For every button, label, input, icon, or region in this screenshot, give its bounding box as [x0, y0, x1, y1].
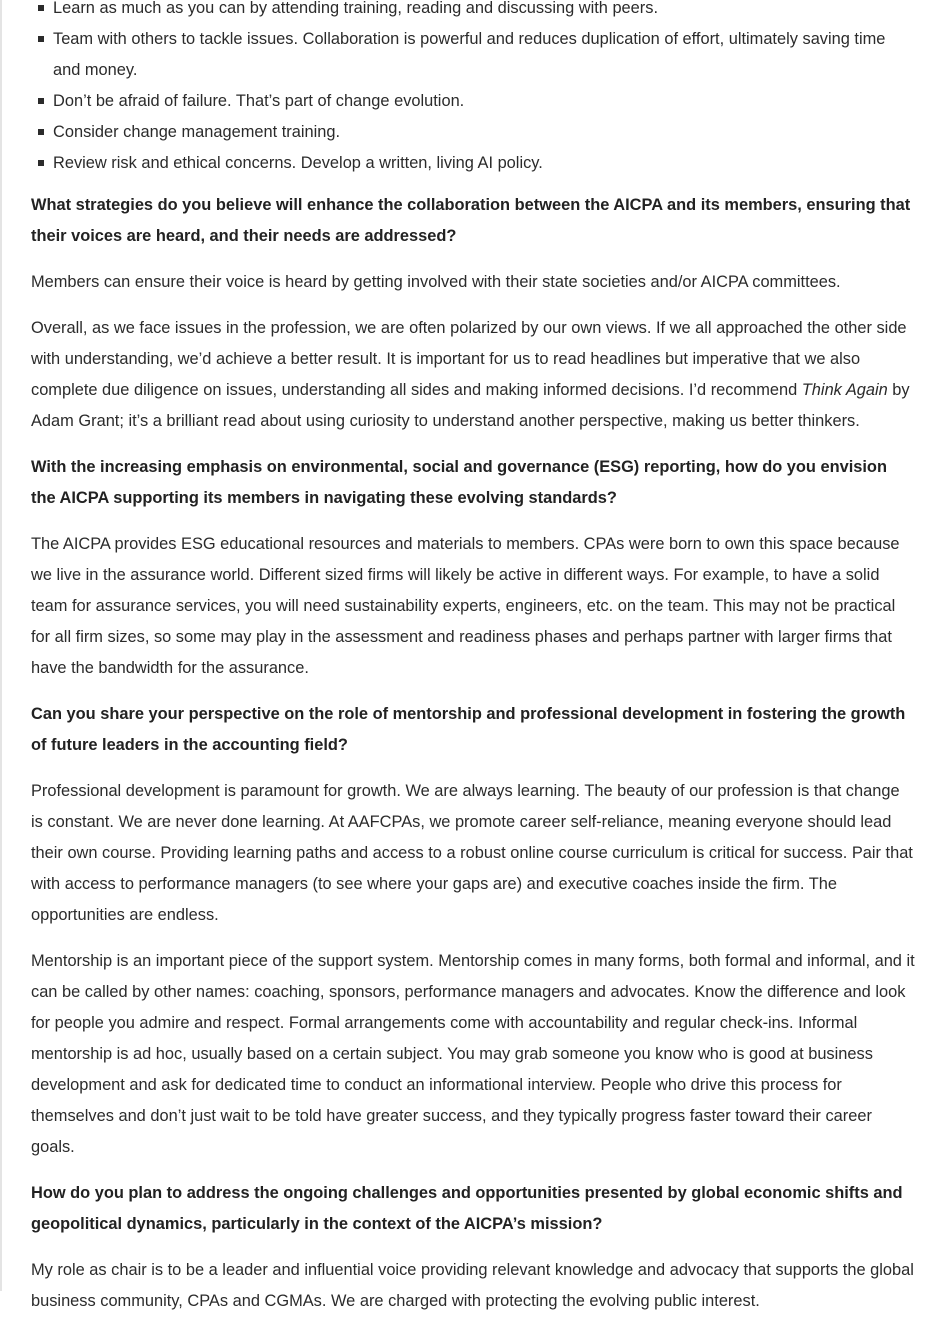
book-title: Think Again: [801, 381, 888, 399]
answer-paragraph: The AICPA provides ESG educational resources and materials to members. CPAs were born to own this space because we live in the assurance world. Different sized firms will likely be active in different ways. For example, to have a solid team for assurance services, you will need sustainability experts, engineers, etc. on the team. This may not be practical for all firm sizes, so some may play in the assessment and readiness phases and perhaps partner with larger firms that have the bandwidth for the assurance.: [31, 535, 900, 677]
question-esg: With the increasing emphasis on environmental, social and governance (ESG) reporting, how do you envision the AICPA supporting its members in navigating these evolving standards?: [31, 458, 887, 507]
answer-paragraph: Mentorship is an important piece of the support system. Mentorship comes in many forms, both formal and informal, and it can be called by other names: coaching, sponsors, performance managers and advocates. Know the difference and look for people you admire and respect. Formal arrangements come with accountability and regular check-ins. Informal mentorship is ad hoc, usually based on a certain subject. You may grab someone you know who is good at business development and ask for dedicated time to conduct an informational interview. People who drive this process for themselves and don’t just wait to be told have greater success, and they typically progress faster toward their career goals.: [31, 952, 915, 1156]
list-item: Learn as much as you can by attending training, reading and discussing with peers.: [31, 0, 915, 24]
answer-paragraph: Members can ensure their voice is heard by getting involved with their state societies and/or AICPA committees.: [31, 273, 841, 291]
question-mentorship: Can you share your perspective on the role of mentorship and professional development in fostering the growth of future leaders in the accounting field?: [31, 705, 906, 754]
list-item: Review risk and ethical concerns. Develop a written, living AI policy.: [31, 148, 915, 179]
left-border: [0, 0, 2, 1291]
question-collaboration: What strategies do you believe will enhance the collaboration between the AICPA and its members, ensuring that their voices are heard, and their needs are addressed?: [31, 196, 911, 245]
answer-paragraph: My role as chair is to be a leader and influential voice providing relevant knowledge and advocacy that supports the global business community, CPAs and CGMAs. We are charged with protecting the evolving public interest.: [31, 1261, 914, 1310]
answer-text: Overall, as we face issues in the profession, we are often polarized by our own views. If we all approached the other side with understanding, we’d achieve a better result. It is important for us to read headlines but imperative that we also complete due diligence on issues, understanding all sides and making informed decisions. I’d recommend: [31, 319, 907, 399]
list-item: Team with others to tackle issues. Collaboration is powerful and reduces duplication of effort, ultimately saving time and money.: [31, 24, 915, 86]
advice-list: [31, 0, 915, 179]
article-body: [31, 0, 915, 1332]
list-item: Don’t be afraid of failure. That’s part of change evolution.: [31, 86, 915, 117]
answer-paragraph: [31, 313, 915, 437]
answer-text: by Adam Grant; it’s a brilliant read about using curiosity to understand another perspective, making us better thinkers.: [31, 381, 910, 430]
question-global-economy: How do you plan to address the ongoing challenges and opportunities presented by global economic shifts and geopolitical dynamics, particularly in the context of the AICPA’s mission?: [31, 1184, 903, 1233]
list-item: Consider change management training.: [31, 117, 915, 148]
answer-paragraph: Professional development is paramount for growth. We are always learning. The beauty of our profession is that change is constant. We are never done learning. At AAFCPAs, we promote career self-reliance, meaning everyone should lead their own course. Providing learning paths and access to a robust online course curriculum is critical for success. Pair that with access to performance managers (to see where your gaps are) and executive coaches inside the firm. The opportunities are endless.: [31, 782, 913, 924]
